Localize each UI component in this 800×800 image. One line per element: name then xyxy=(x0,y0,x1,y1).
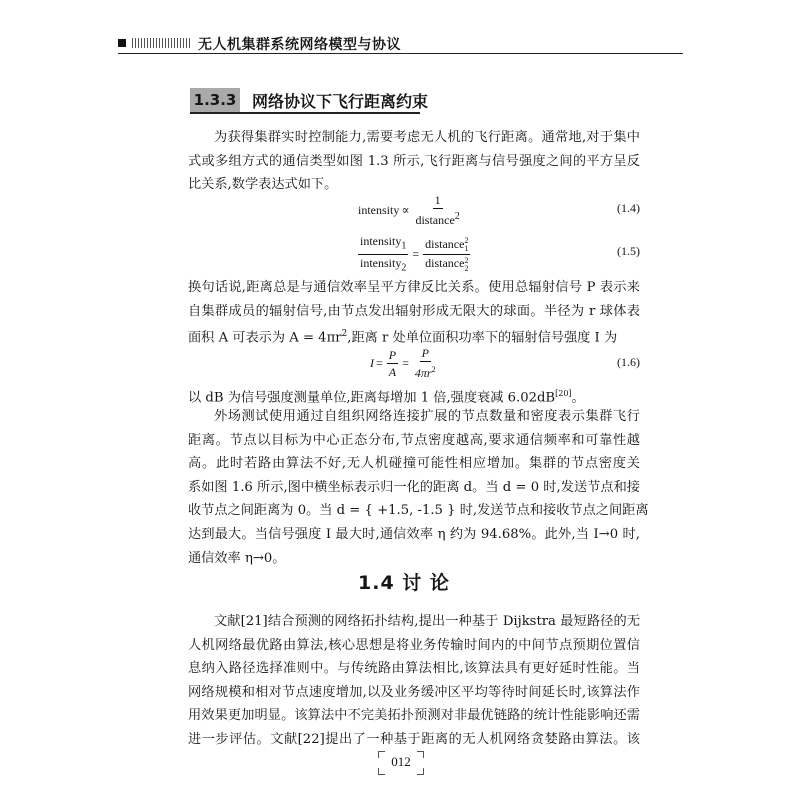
text-line: 用效果更加明显。该算法中不完美拓扑预测对非最优链路的统计性能影响还需 xyxy=(188,708,640,724)
eq-numerator: P xyxy=(388,347,397,362)
paragraph-4 xyxy=(188,405,649,570)
eq-text: intensity xyxy=(360,256,402,271)
eq-numerator: 1 xyxy=(434,193,441,207)
eq-lhs: I xyxy=(370,355,374,370)
eq-rhs-fraction xyxy=(423,237,470,273)
eq-equals-sign: = xyxy=(412,247,420,262)
text-span: 以 dB 为信号强度测量单位,距离每增加 1 倍,强度衰减 6.02dB xyxy=(188,390,556,406)
paragraph-5 xyxy=(188,610,640,752)
text-line: 人机网络最优路由算法,核心思想是将业务传输时间内的中间节点预期位置信 xyxy=(188,637,640,653)
text-line: 收节点之间距离为 0。当 d = { +1.5, -1.5 } 时,发送节点和接收节点之间距离 xyxy=(188,503,649,519)
eq-den-sup: 2 xyxy=(454,211,460,222)
text-line: 外场测试使用通过自组织网络连接扩展的节点数量和密度表示集群飞行 xyxy=(214,409,640,424)
equation-1-4 xyxy=(188,193,640,227)
eq-denominator xyxy=(423,255,470,272)
page-number-box xyxy=(378,751,424,775)
header-rule xyxy=(118,53,683,54)
eq-fraction xyxy=(413,193,461,227)
page-number: 012 xyxy=(391,754,411,769)
equation-number: (1.5) xyxy=(617,244,640,258)
equation-number: (1.4) xyxy=(617,201,640,215)
section-1-3-3-heading xyxy=(190,88,650,114)
eq-fraction xyxy=(413,346,438,380)
eq-sup: 2 xyxy=(464,236,469,246)
text-line: 达到最大。当信号强度 I 最大时,通信效率 η 约为 94.68%。此外,当 I→0 时, xyxy=(188,526,640,542)
eq-sub: 2 xyxy=(401,262,407,274)
eq-equals-sign: = xyxy=(376,355,383,370)
running-header-title: 无人机集群系统网络模型与协议 xyxy=(198,37,401,53)
text-line: 进一步评估。文献[22]提出了一种基于距离的无人机网络贪婪路由算法。该 xyxy=(188,731,640,747)
eq-numerator xyxy=(358,234,408,255)
eq-text: 4πr xyxy=(414,366,432,380)
running-header xyxy=(118,34,683,56)
eq-den-text: distance xyxy=(415,213,455,227)
text-line: 高。此时若路由算法不好,无人机碰撞可能性相应增加。集群的节点密度关 xyxy=(188,456,640,472)
text-span: 。 xyxy=(571,390,585,406)
eq-denominator xyxy=(358,255,408,275)
eq-numerator xyxy=(423,237,470,255)
eq-denominator xyxy=(413,209,461,227)
eq-fraction xyxy=(387,348,398,379)
text-line: 通信效率 η→0。 xyxy=(188,550,286,566)
eq-lhs: intensity xyxy=(358,202,400,217)
text-line: 比关系,数学表达式如下。 xyxy=(188,177,338,193)
text-line: 为获得集群实时控制能力,需要考虑无人机的飞行距离。通常地,对于集中 xyxy=(214,130,640,145)
header-square-mark xyxy=(118,39,126,47)
text-line: 自集群成员的辐射信号,由节点发出辐射形成无限大的球面。半径为 r 球体表 xyxy=(188,303,640,319)
paragraph-1 xyxy=(188,126,640,197)
eq-numerator: P xyxy=(421,346,429,360)
equation-number: (1.6) xyxy=(617,355,640,369)
section-1-4-heading: 1.4 讨 论 xyxy=(358,572,450,594)
text-line: 系如图 1.6 所示,图中横坐标表示归一化的距离 d。当 d = 0 时,发送节点和接 xyxy=(188,479,640,495)
text-line: 息纳入路径选择准则中。与传统路由算法相比,该算法具有更好延时性能。当 xyxy=(188,661,640,677)
eq-text: intensity xyxy=(360,234,402,248)
text-line: 距离。节点以目标为中心正态分布,节点密度越高,要求通信频率和可靠性越 xyxy=(188,432,640,448)
eq-sup: 2 xyxy=(464,255,469,265)
eq-sub: 1 xyxy=(401,240,407,252)
eq-proportional-sign: ∝ xyxy=(401,202,410,217)
eq-sub: 2 xyxy=(464,263,469,273)
eq-sup: 2 xyxy=(431,365,436,374)
text-span: 面积 A 可表示为 A = 4πr xyxy=(188,330,342,346)
eq-text: distance xyxy=(425,256,465,271)
eq-equals-sign: = xyxy=(402,355,409,370)
text-line: 式或多组方式的通信类型如图 1.3 所示,飞行距离与信号强度之间的平方呈反 xyxy=(188,153,640,169)
text-line: 换句话说,距离总是与通信效率呈平方律反比关系。使用总辐射信号 P 表示来 xyxy=(188,280,640,295)
eq-denominator: A xyxy=(388,364,397,379)
paragraph-2 xyxy=(188,276,640,350)
header-hatch-ornament xyxy=(132,38,190,48)
superscript: 2 xyxy=(341,329,348,340)
section-title: 网络协议下飞行距离约束 xyxy=(252,92,429,111)
citation-ref: [20] xyxy=(555,389,572,398)
equation-1-6 xyxy=(188,346,640,382)
text-line: 文献[21]结合预测的网络拓扑结构,提出一种基于 Dijkstra 最短路径的无 xyxy=(214,614,640,629)
equation-1-5 xyxy=(188,234,640,272)
text-span: ,距离 r 处单位面积功率下的辐射信号强度 I 为 xyxy=(347,330,618,346)
text-line: 网络规模和相对节点速度增加,以及业务缓冲区平均等待时间延长时,该算法作 xyxy=(188,684,640,700)
eq-denominator xyxy=(413,362,438,380)
section-number-box: 1.3.3 xyxy=(190,88,240,112)
section-heading-rule xyxy=(190,112,420,114)
eq-text: distance xyxy=(425,237,465,252)
eq-sub: 1 xyxy=(464,244,469,254)
eq-lhs-fraction xyxy=(358,234,408,276)
